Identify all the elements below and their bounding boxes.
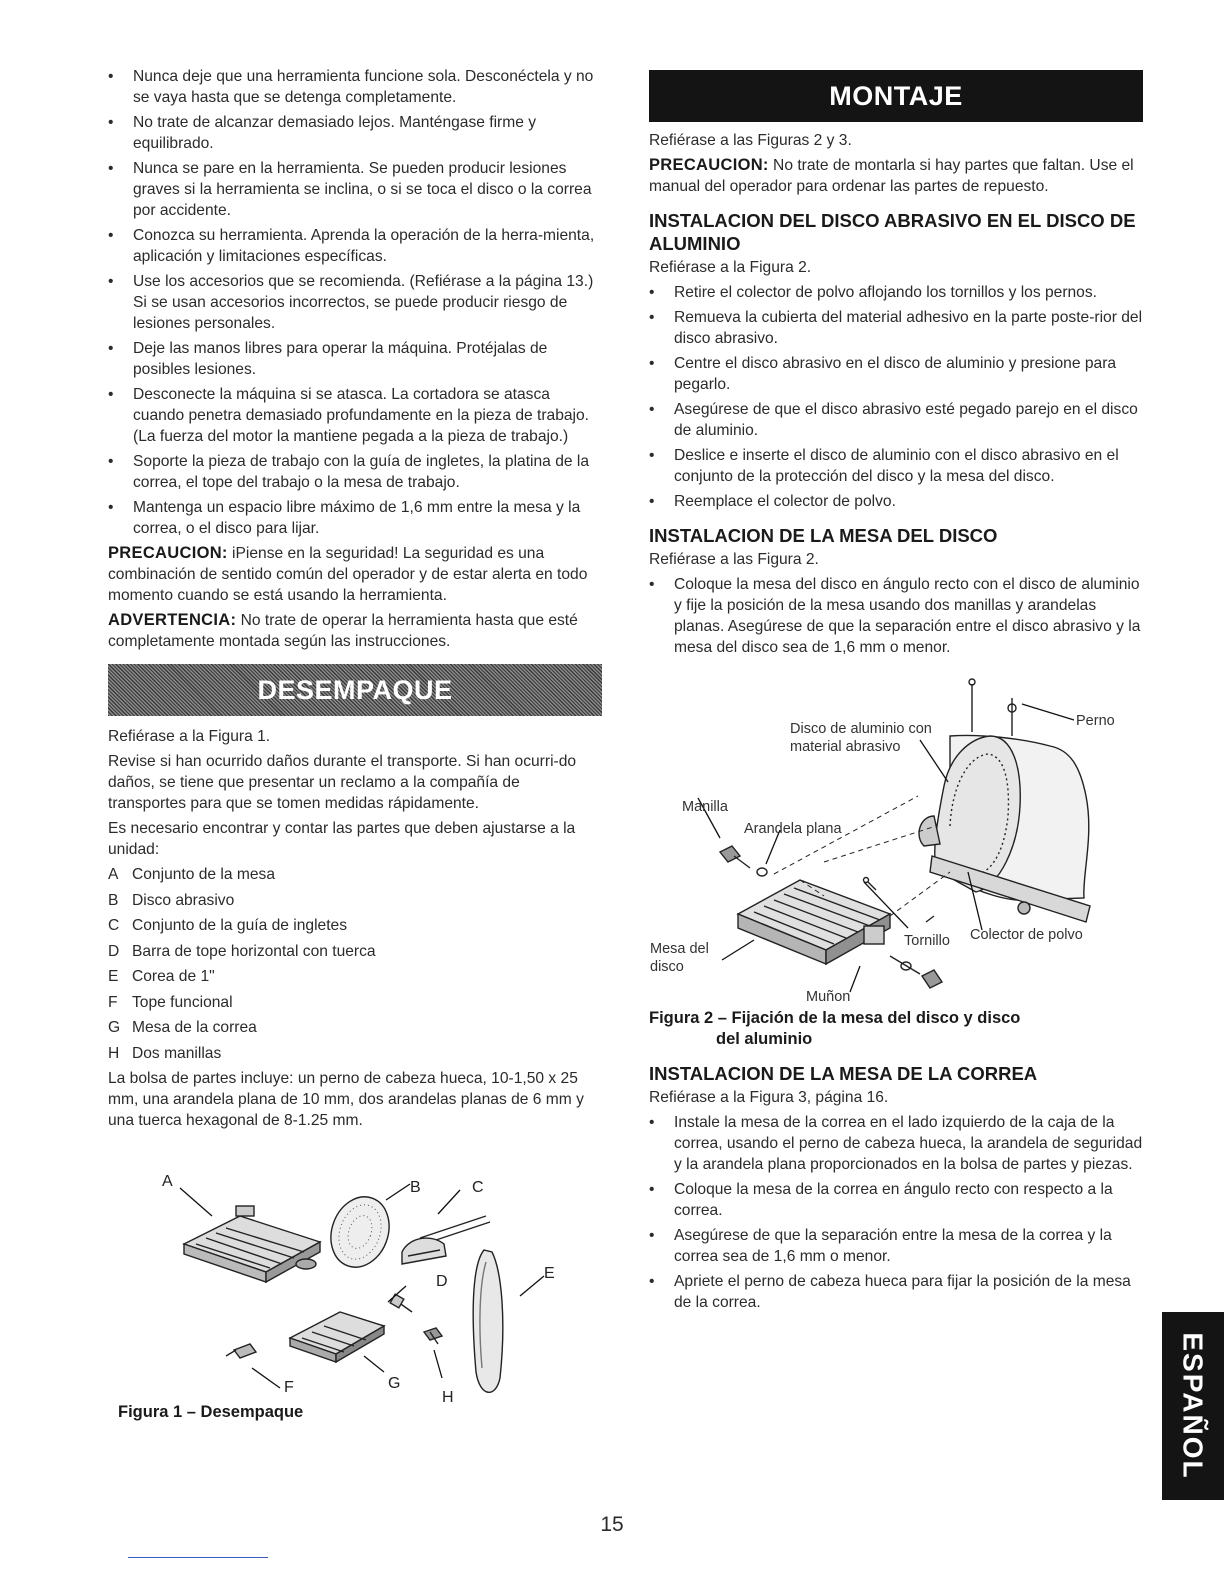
warning-label: ADVERTENCIA:	[108, 611, 237, 629]
list-item: • Nunca deje que una herramienta funcione sola. Desconéctela y no se vaya hasta que se detenga completamente.	[108, 66, 602, 108]
abrasive-disc-drawing	[321, 1189, 398, 1276]
belt-drawing	[473, 1250, 503, 1392]
warning-paragraph	[108, 610, 602, 652]
unpack-ref: Refiérase a la Figura 1.	[108, 728, 271, 745]
section-disc-table-list	[649, 574, 1143, 658]
figure-2	[650, 676, 1150, 1010]
list-item: E Corea de 1"	[108, 968, 215, 985]
caution-text: No trate de montarla si hay partes que faltan. Use el manual del operador para ordenar las partes de repuesto.	[649, 157, 1134, 195]
section-disc-install-title: INSTALACION DEL DISCO ABRASIVO EN EL DISCO DE ALUMINIO	[649, 210, 1136, 254]
assembly-banner	[649, 70, 1143, 122]
list-item: • Apriete el perno de cabeza hueca para fijar la posición de la mesa de la correa.	[649, 1271, 1143, 1313]
list-item: • Remueva la cubierta del material adhesivo en la parte poste-rior del disco abrasivo.	[649, 307, 1143, 349]
assembly-title: MONTAJE	[829, 80, 963, 111]
section-belt-table-ref: Refiérase a la Figura 3, página 16.	[649, 1089, 889, 1106]
disc-housing-drawing	[919, 735, 1090, 922]
list-item: G Mesa de la correa	[108, 1019, 257, 1036]
unpack-banner	[108, 664, 602, 716]
knob-washer-drawing	[720, 846, 767, 876]
caution-label: PRECAUCION:	[649, 156, 769, 174]
list-item: A Conjunto de la mesa	[108, 866, 276, 883]
figure-2-caption-line-2: del aluminio	[716, 1030, 813, 1048]
figure-1-label-a: A	[162, 1173, 173, 1190]
figure-2-label-collector: Colector de polvo	[970, 927, 1083, 943]
list-item: • Retire el colector de polvo aflojando los tornillos y los pernos.	[649, 282, 1143, 303]
list-item: • Deslice e inserte el disco de aluminio con el disco abrasivo en el conjunto de la protección del disco y la mesa del disco.	[649, 445, 1143, 487]
section-belt-table-list	[649, 1112, 1143, 1313]
figure-2-label-bolt: Perno	[1076, 713, 1115, 729]
section-disc-table-ref: Refiérase a las Figura 2.	[649, 551, 819, 568]
miter-gauge-drawing	[402, 1216, 490, 1264]
unpack-paragraph-1: Revise si han ocurrido daños durante el transporte. Si han ocurri-do daños, se tiene que presentar un reclamo a la compañía de transportes para que se tomen medidas rápidamente.	[108, 753, 577, 812]
figure-1-label-e: E	[544, 1265, 555, 1282]
list-item: • Asegúrese de que la separación entre la mesa de la correa y la correa sea de 1,6 mm o menor.	[649, 1225, 1143, 1267]
figure-1-label-b: B	[410, 1179, 421, 1196]
warning-text: No trate de operar la herramienta hasta que esté completamente montada según las instrucciones.	[108, 612, 578, 650]
figure-1-label-f: F	[284, 1379, 294, 1396]
list-item: F Tope funcional	[108, 993, 233, 1011]
list-item: • Desconecte la máquina si se atasca. La cortadora se atasca cuando penetra demasiado profundamente en la pieza de trabajo. (La fuerza del motor la mantiene pegada a la pieza de trabajo.)	[108, 384, 602, 447]
caution-paragraph	[108, 543, 602, 606]
right-column	[649, 70, 1143, 662]
right-column-lower	[649, 1008, 1143, 1317]
list-item: D Barra de tope horizontal con tuerca	[108, 942, 376, 960]
list-item: • Coloque la mesa de la correa en ángulo recto con respecto a la correa.	[649, 1179, 1143, 1221]
list-item: C Conjunto de la guía de ingletes	[108, 917, 348, 934]
work-stop-drawing	[226, 1344, 256, 1358]
list-item: • Conozca su herramienta. Aprenda la operación de la herra-mienta, aplicación y limitaciones específicas.	[108, 225, 602, 267]
page-number: 15	[600, 1513, 624, 1536]
figure-2-label-screw: Tornillo	[904, 933, 950, 949]
section-disc-table-title: INSTALACION DE LA MESA DEL DISCO	[649, 525, 998, 546]
list-item: • Mantenga un espacio libre máximo de 1,6 mm entre la mesa y la correa, o el disco para lijar.	[108, 497, 602, 539]
figure-2-label-table: Mesa del disco	[650, 941, 709, 975]
disc-table-drawing	[738, 880, 890, 964]
language-side-tab	[1162, 1312, 1224, 1500]
figure-1-label-h: H	[442, 1389, 454, 1406]
list-item: • Instale la mesa de la correa en el lado izquierdo de la caja de la correa, usando el perno de cabeza hueca, la arandela de seguridad y la arandela plana proporcionados en la bolsa de partes y piezas.	[649, 1112, 1143, 1175]
assembly-ref: Refiérase a las Figuras 2 y 3.	[649, 132, 852, 149]
list-item: • Centre el disco abrasivo en el disco de aluminio y presione para pegarlo.	[649, 353, 1143, 395]
assembly-caution	[649, 155, 1143, 197]
safety-list	[108, 66, 602, 539]
figure-1-illustration	[140, 1172, 580, 1408]
section-disc-install-list	[649, 282, 1143, 512]
list-item: • Reemplace el colector de polvo.	[649, 491, 1143, 512]
language-tab-label: ESPAÑOL	[1177, 1332, 1209, 1480]
table-assembly-drawing	[184, 1206, 320, 1282]
list-item: H Dos manillas	[108, 1044, 222, 1062]
figure-1-label-d: D	[436, 1273, 448, 1290]
list-item: • Use los accesorios que se recomienda. (Refiérase a la página 13.) Si se usan accesorios incorrectos, se puede producir riesgo de lesiones personales.	[108, 271, 602, 334]
knobs-drawing	[424, 1328, 442, 1344]
section-disc-install-ref: Refiérase a la Figura 2.	[649, 259, 812, 276]
figure-1-label-c: C	[472, 1179, 484, 1196]
unpack-title: DESEMPAQUE	[257, 674, 453, 705]
list-item: • Asegúrese de que el disco abrasivo esté pegado parejo en el disco de aluminio.	[649, 399, 1143, 441]
figure-2-label-trunnion: Muñon	[806, 989, 851, 1005]
figure-1-caption: Figura 1 – Desempaque	[118, 1403, 304, 1421]
parts-list	[108, 864, 602, 1064]
section-belt-table-title: INSTALACION DE LA MESA DE LA CORREA	[649, 1063, 1038, 1084]
caution-text: iPiense en la seguridad! La seguridad es una combinación de sentido común del operador y de estar alerta en todo momento cuando se está usando la herramienta.	[108, 545, 588, 604]
list-item: • No trate de alcanzar demasiado lejos. Manténgase firme y equilibrado.	[108, 112, 602, 154]
figure-2-label-washer: Arandela plana	[744, 821, 842, 837]
list-item: • Soporte la pieza de trabajo con la guía de ingletes, la platina de la correa, el tope del trabajo o la mesa de trabajo.	[108, 451, 602, 493]
unpack-paragraph-2: Es necesario encontrar y contar las partes que deben ajustarse a la unidad:	[108, 820, 576, 858]
list-item: • Deje las manos libres para operar la máquina. Protéjalas de posibles lesiones.	[108, 338, 602, 380]
belt-table-drawing	[290, 1312, 384, 1362]
caution-label: PRECAUCION:	[108, 544, 228, 562]
list-item: • Nunca se pare en la herramienta. Se pueden producir lesiones graves si la herramienta se inclina, o si se toca el disco o la correa por accidente.	[108, 158, 602, 221]
list-item: • Coloque la mesa del disco en ángulo recto con el disco de aluminio y fije la posición de la mesa usando dos manillas y arandelas planas. Asegúrese de que la separación entre el disco abrasivo y la mesa del disco sea de 1,6 mm o menor.	[649, 574, 1143, 658]
figure-1-label-g: G	[388, 1375, 401, 1392]
bag-contents: La bolsa de partes incluye: un perno de cabeza hueca, 10-1,50 x 25 mm, una arandela plana de 10 mm, dos arandelas planas de 6 mm y una tuerca hexagonal de 8-1.25 mm.	[108, 1070, 584, 1129]
figure-2-label-knob: Manilla	[682, 799, 728, 815]
list-item: B Disco abrasivo	[108, 891, 235, 909]
figure-2-caption-line-1: Figura 2 – Fijación de la mesa del disco y disco	[649, 1009, 1021, 1027]
figure-2-label-disc: Disco de aluminio con material abrasivo	[790, 721, 932, 755]
trunnion-knob-drawing	[890, 956, 942, 988]
left-column	[108, 66, 602, 1135]
footer-rule	[128, 1557, 268, 1558]
